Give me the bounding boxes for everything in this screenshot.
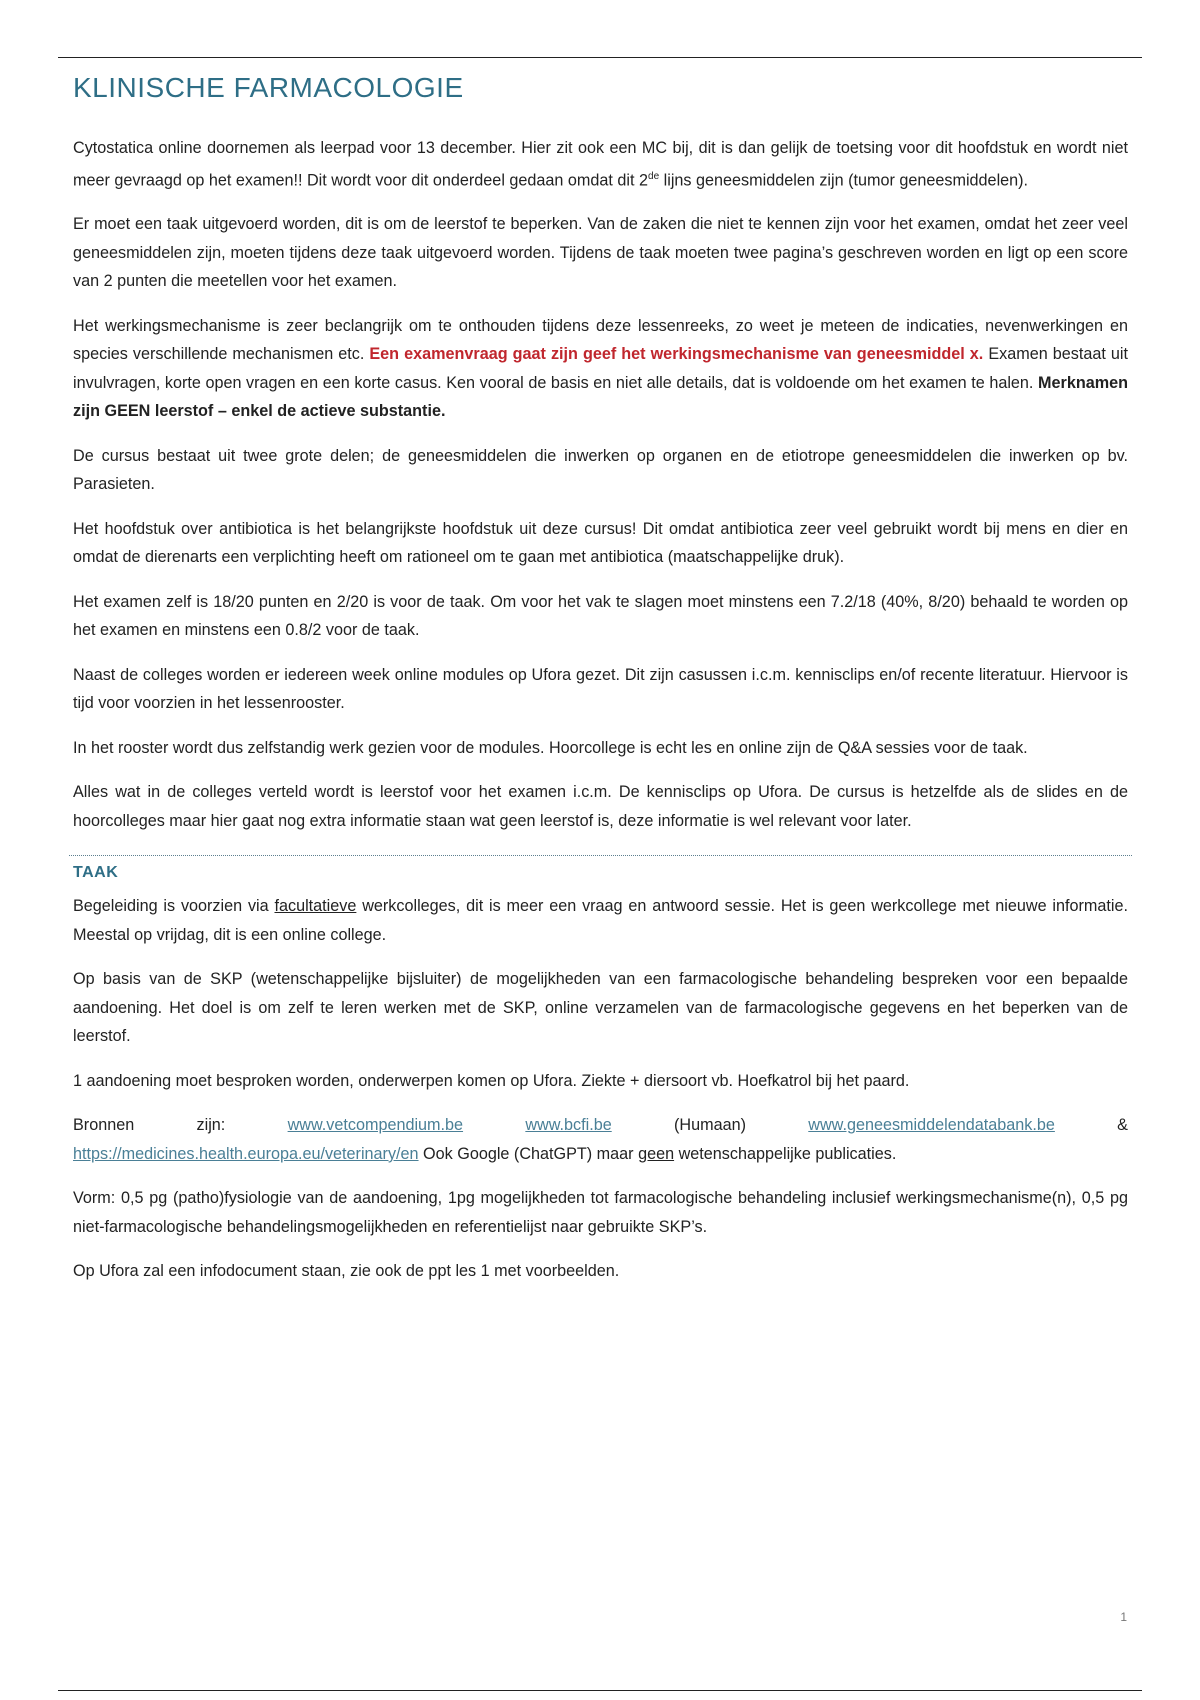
bottom-rule: [58, 1690, 1142, 1691]
paragraph-skp: Op basis van de SKP (wetenschappelijke bijsluiter) de mogelijkheden van een farmacologische behandeling bespreken voor een bepaalde aandoening. Het doel is om zelf te leren werken met de SKP, online verzamelen van de farmacologische gegevens en het beperken van de leerstof.: [73, 970, 1128, 1046]
section-title-taak: TAAK: [73, 864, 119, 882]
link-medicines-europa[interactable]: https://medicines.health.europa.eu/veterinary/en: [73, 1144, 419, 1163]
brand-names-note: Merknamen zijn GEEN leerstof – enkel de actieve substantie.: [73, 373, 1128, 421]
link-vetcompendium[interactable]: www.vetcompendium.be: [287, 1116, 464, 1135]
paragraph-examen-punten: Het examen zelf is 18/20 punten en 2/20 is voor de taak. Om voor het vak te slagen moet minstens een 7.2/18 (40%, 8/20) behaald te worden op het examen en minstens een 0.8/2 voor de taak.: [73, 592, 1128, 640]
paragraph-infodocument: Op Ufora zal een infodocument staan, zie ook de ppt les 1 met voorbeelden.: [73, 1262, 620, 1281]
paragraph-bronnen: Bronnen zijn: www.vetcompendium.be www.bcfi.be (Humaan) www.geneesmiddelendatabank.be & https://medicines.health.europa.eu/veterinary/en Ook Google (ChatGPT) maar geen wetenschappelijke publicaties.: [73, 1111, 1128, 1168]
paragraph-aandoening: 1 aandoening moet besproken worden, onderwerpen komen op Ufora. Ziekte + diersoort vb. Hoefkatrol bij het paard.: [73, 1071, 910, 1090]
section-divider: [69, 855, 1132, 856]
paragraph-taak-intro: Er moet een taak uitgevoerd worden, dit is om de leerstof te beperken. Van de zaken die niet te kennen zijn voor het examen, omdat het zeer veel geneesmiddelen zijn, moeten tijdens deze taak uitgevoerd worden. Tijdens de taak moeten twee pagina’s geschreven worden en ligt op een score van 2 punten die meetellen voor het examen.: [73, 215, 1128, 291]
link-bcfi[interactable]: www.bcfi.be: [525, 1116, 612, 1135]
superscript: de: [648, 170, 660, 182]
paragraph-antibiotica: Het hoofdstuk over antibiotica is het belangrijkste hoofdstuk uit deze cursus! Dit omdat antibiotica zeer veel gebruikt wordt bij mens en dier en omdat de dierenarts een verplichting heeft om rationeel om te gaan met antibiotica (maatschappelijke druk).: [73, 519, 1128, 567]
paragraph-cursus-delen: De cursus bestaat uit twee grote delen; de geneesmiddelen die inwerken op organen en de etiotrope geneesmiddelen die inwerken op bv. Parasieten.: [73, 446, 1128, 494]
paragraph-werkingsmechanisme: Het werkingsmechanisme is zeer beclangrijk om te onthouden tijdens deze lessenreeks, zo weet je meteen de indicaties, nevenwerkingen en species verschillende mechanismen etc. Een examenvraag gaat zijn geef het werkingsmechanisme van geneesmiddel x. Examen bestaat uit invulvragen, korte open vragen en een korte casus. Ken vooral de basis en niet alle details, dat is voldoende om het examen te halen. Merknamen zijn GEEN leerstof – enkel de actieve substantie.: [73, 316, 1129, 421]
paragraph-rooster: In het rooster wordt dus zelfstandig werk gezien voor de modules. Hoorcollege is echt les en online zijn de Q&A sessies voor de taak.: [73, 738, 1028, 757]
paragraph-cytostatica: Cytostatica online doornemen als leerpad voor 13 december. Hier zit ook een MC bij, dit is dan gelijk de toetsing voor dit hoofdstuk en wordt niet meer gevraagd op het examen!! Dit wordt voor dit onderdeel gedaan omdat dit 2de lijns geneesmiddelen zijn (tumor geneesmiddelen).: [73, 139, 1128, 189]
paragraph-leerstof: Alles wat in de colleges verteld wordt is leerstof voor het examen i.c.m. De kennisclips op Ufora. De cursus is hetzelfde als de slides en de hoorcolleges maar hier gaat nog extra informatie staan wat geen leerstof is, deze informatie is wel relevant voor later.: [73, 783, 1128, 830]
page-title: KLINISCHE FARMACOLOGIE: [73, 72, 464, 103]
link-geneesmiddelendatabank[interactable]: www.geneesmiddelendatabank.be: [808, 1116, 1055, 1135]
top-rule: [58, 57, 1142, 58]
exam-question-highlight: Een examenvraag gaat zijn geef het werkingsmechanisme van geneesmiddel x.: [369, 345, 984, 364]
paragraph-vorm: Vorm: 0,5 pg (patho)fysiologie van de aandoening, 1pg mogelijkheden tot farmacologische behandeling inclusief werkingsmechanisme(n), 0,5 pg niet-farmacologische behandelingsmogelijkheden en referentielijst naar gebruikte SKP’s.: [73, 1189, 1128, 1236]
paragraph-begeleiding: Begeleiding is voorzien via facultatieve werkcolleges, dit is meer een vraag en antwoord sessie. Het is geen werkcollege met nieuwe informatie. Meestal op vrijdag, dit is een online college.: [73, 897, 1128, 944]
document-body: [73, 72, 1128, 1302]
page-number: 1: [1120, 1610, 1127, 1624]
paragraph-online-modules: Naast de colleges worden er iedereen week online modules op Ufora gezet. Dit zijn casussen i.c.m. kennisclips en/of recente literatuur. Hiervoor is tijd voor voorzien in het lessenrooster.: [73, 665, 1128, 713]
